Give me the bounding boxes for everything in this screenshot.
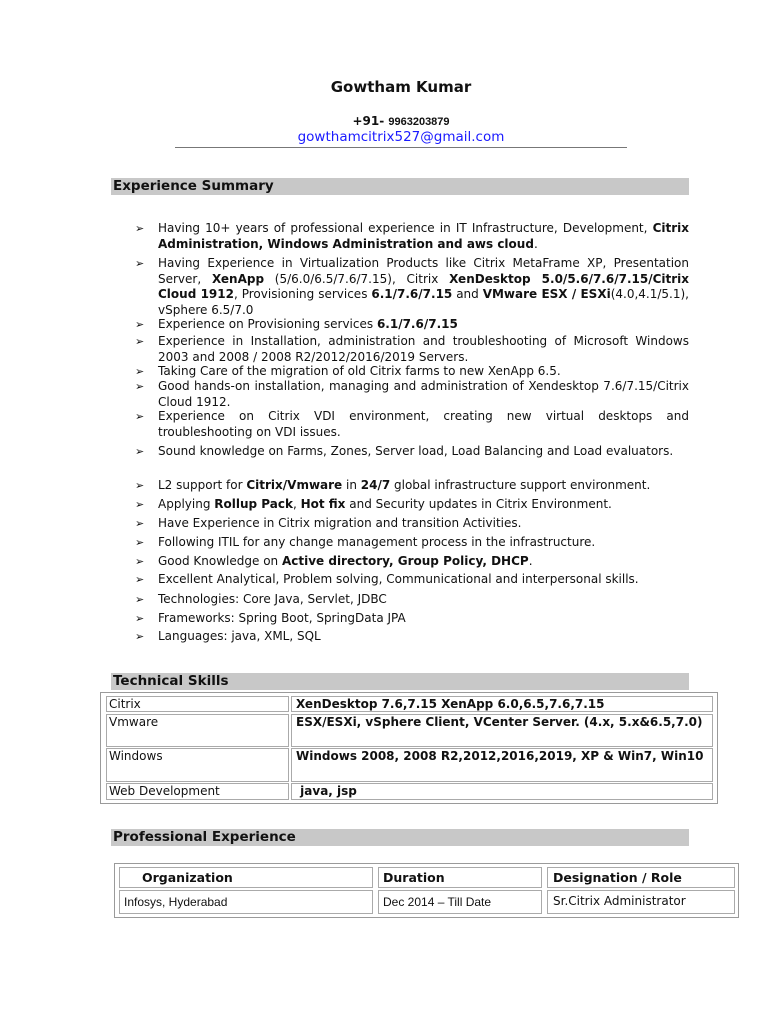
bullet-text-run: Good hands-on installation, managing and administration of Xendesktop 7.6/7.15/Citrix Cloud 1912. [158,379,689,409]
bullet-text-run: and Security updates in Citrix Environment. [345,497,612,511]
bullet-text-run: Excellent Analytical, Problem solving, Communicational and interpersonal skills. [158,572,639,586]
bullet-text [158,554,689,570]
bullet-text [158,611,689,627]
bullet-text-run: Languages: java, XML, SQL [158,629,321,643]
bullet-arrow-icon: ➢ [135,318,145,331]
table-header-organization: Organization [119,867,373,888]
bullet-text [158,497,689,513]
bullet-text-run: Good Knowledge on [158,554,282,568]
bullet-text [158,572,689,588]
technical-skills-table [100,692,718,804]
bullet-text-bold: 24/7 [360,478,391,492]
phone-prefix: +91- [352,114,385,128]
table-header-duration: Duration [378,867,542,888]
section-heading-technical-skills: Technical Skills [111,673,689,690]
bullet-arrow-icon: ➢ [135,479,145,492]
bullet-text-run: Have Experience in Citrix migration and transition Activities. [158,516,522,530]
bullet-arrow-icon: ➢ [135,555,145,568]
bullet-text [158,334,689,365]
bullet-arrow-icon: ➢ [135,630,145,643]
section-heading-professional-experience: Professional Experience [111,829,689,846]
bullet-text-bold: XenDesktop 5.0/5.6/7.6/7.15/Citrix Cloud 1912 [158,271,690,301]
candidate-name: Gowtham Kumar [330,78,472,96]
bullet-arrow-icon: ➢ [135,257,145,270]
bullet-text-run: Sound knowledge on Farms, Zones, Server load, Load Balancing and Load evaluators. [158,444,674,458]
summary-bullet [135,478,689,494]
bullet-text-run: global infrastructure support environment. [390,478,651,492]
bullet-text-run: Technologies: Core Java, Servlet, JDBC [158,592,387,606]
summary-bullet [135,409,689,440]
summary-bullet [135,317,689,333]
bullet-text-bold: Hot fix [300,497,346,511]
phone-line [0,114,768,128]
bullet-arrow-icon: ➢ [135,593,145,606]
bullet-text [158,629,689,645]
bullet-arrow-icon: ➢ [135,536,145,549]
summary-bullet [135,535,689,551]
skill-value-web-development: java, jsp [291,783,713,800]
summary-bullet [135,256,689,318]
bullet-text-run: Experience on Provisioning services [158,317,377,331]
skill-label-windows: Windows [106,748,289,782]
phone-number: 9963203879 [388,116,450,128]
bullet-text-bold: VMware ESX / ESXi [482,287,611,301]
header-divider [175,147,627,148]
bullet-text [158,379,689,410]
bullet-text-bold: Rollup Pack [214,497,293,511]
professional-experience-table [114,863,739,918]
table-header-designation: Designation / Role [547,867,735,888]
bullet-arrow-icon: ➢ [135,380,145,393]
bullet-text-run: (5/6.0/6.5/7.6/7.15), Citrix [264,271,450,286]
bullet-text-run: . [528,554,533,568]
bullet-text-run: (4.0,4.1/5.1), vSphere 6.5/7.0 [158,287,689,317]
bullet-arrow-icon: ➢ [135,365,145,378]
bullet-arrow-icon: ➢ [135,410,145,423]
summary-bullet [135,554,689,570]
bullet-text [158,478,689,494]
summary-bullet [135,221,689,252]
bullet-text-run: . [533,236,538,251]
bullet-text-run: Experience in Installation, administration and troubleshooting of Microsoft Windows 2003 and 2008 / 2008 R2/2012/2016/2019 Servers. [158,334,689,364]
bullet-arrow-icon: ➢ [135,517,145,530]
bullet-text-run: Having 10+ years of professional experience in IT Infrastructure, Development, [158,221,653,235]
bullet-text [158,317,689,333]
email-link[interactable]: gowthamcitrix527@gmail.com [297,129,505,145]
bullet-text [158,221,689,252]
bullet-text-run: and [452,287,483,301]
bullet-arrow-icon: ➢ [135,612,145,625]
bullet-text-run: in [342,478,361,492]
bullet-arrow-icon: ➢ [135,445,145,458]
section-heading-experience-summary: Experience Summary [111,178,689,195]
bullet-text-bold: 6.1/7.6/7.15 [371,287,453,301]
bullet-text-bold: Active directory, Group Policy, DHCP [281,554,529,568]
table-cell-duration: Dec 2014 – Till Date [378,890,542,914]
bullet-text [158,409,689,440]
summary-bullet [135,444,689,460]
summary-bullet [135,516,689,532]
summary-bullet [135,379,689,410]
summary-bullet [135,611,689,627]
bullet-text-bold: XenApp [211,271,265,286]
table-cell-organization: Infosys, Hyderabad [119,890,373,914]
bullet-text-run: Following ITIL for any change management process in the infrastructure. [158,535,596,549]
bullet-arrow-icon: ➢ [135,222,145,235]
skill-label-web-development: Web Development [106,783,289,800]
skill-value-citrix: XenDesktop 7.6,7.15 XenApp 6.0,6.5,7.6,7.15 [291,696,713,712]
summary-bullet [135,334,689,365]
bullet-text [158,444,689,460]
bullet-text-bold: Citrix/Vmware [246,478,343,492]
summary-bullet [135,629,689,645]
summary-bullet [135,497,689,513]
table-cell-designation: Sr.Citrix Administrator [547,890,735,914]
bullet-arrow-icon: ➢ [135,498,145,511]
bullet-arrow-icon: ➢ [135,335,145,348]
bullet-text-run: Frameworks: Spring Boot, SpringData JPA [158,611,406,625]
bullet-text-run: Experience on Citrix VDI environment, creating new virtual desktops and troubleshooting on VDI issues. [158,409,689,439]
bullet-text-run: Having Experience in Virtualization Products like Citrix MetaFrame XP, Presentation Server, [158,256,689,286]
summary-bullet [135,592,689,608]
bullet-text [158,516,689,532]
bullet-text-bold: Citrix Administration, Windows Administration and aws cloud [158,221,689,251]
bullet-text-run: Applying [158,497,215,511]
bullet-text-run: L2 support for [158,478,247,492]
bullet-text-bold: 6.1/7.6/7.15 [376,317,458,331]
skill-value-vmware: ESX/ESXi, vSphere Client, VCenter Server. (4.x, 5.x&6.5,7.0) [291,714,713,747]
bullet-text [158,535,689,551]
skill-value-windows: Windows 2008, 2008 R2,2012,2016,2019, XP & Win7, Win10 [291,748,713,782]
bullet-arrow-icon: ➢ [135,573,145,586]
summary-bullet [135,364,689,380]
bullet-text [158,364,689,380]
bullet-text-run: , [292,497,301,511]
bullet-text-run: Taking Care of the migration of old Citrix farms to new XenApp 6.5. [158,364,561,378]
summary-bullet [135,572,689,588]
bullet-text [158,256,689,318]
bullet-text-run: , Provisioning services [233,287,372,301]
skill-label-citrix: Citrix [106,696,289,712]
skill-label-vmware: Vmware [106,714,289,747]
bullet-text [158,592,689,608]
